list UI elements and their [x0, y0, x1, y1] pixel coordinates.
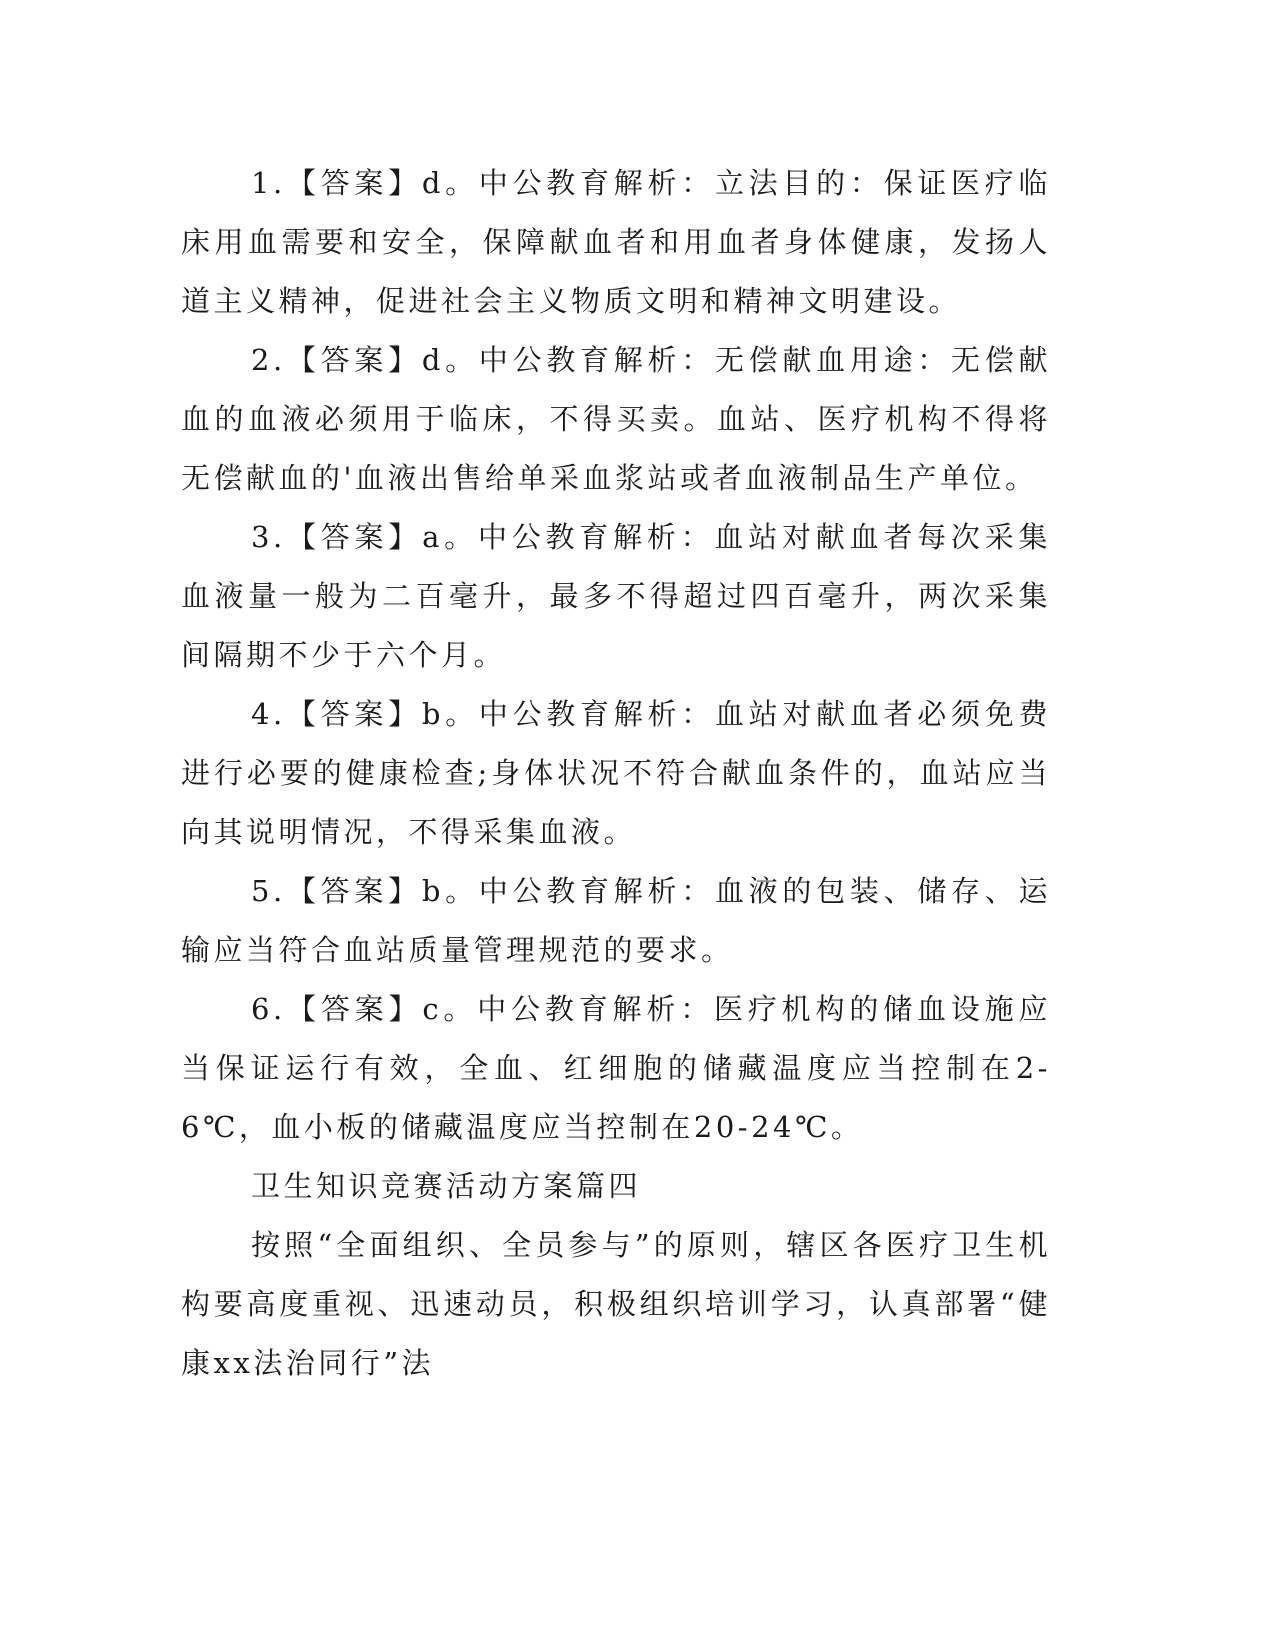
document-body — [181, 154, 1051, 1393]
answer-paragraph-5: 5.【答案】b。中公教育解析：血液的包装、储存、运输应当符合血站质量管理规范的要求。 — [181, 874, 1051, 967]
answer-paragraph-2: 2.【答案】d。中公教育解析：无偿献血用途：无偿献血的血液必须用于临床，不得买卖。血站、医疗机构不得将无偿献血的'血液出售给单采血浆站或者血液制品生产单位。 — [181, 343, 1051, 495]
answer-paragraph-3: 3.【答案】a。中公教育解析：血站对献血者每次采集血液量一般为二百毫升，最多不得超过四百毫升，两次采集间隔期不少于六个月。 — [181, 520, 1051, 672]
section-heading: 卫生知识竞赛活动方案篇四 — [251, 1169, 642, 1203]
answer-paragraph-4: 4.【答案】b。中公教育解析：血站对献血者必须免费进行必要的健康检查;身体状况不符合献血条件的，血站应当向其说明情况，不得采集血液。 — [181, 697, 1051, 849]
body-paragraph: 按照“全面组织、全员参与”的原则，辖区各医疗卫生机构要高度重视、迅速动员，积极组织培训学习，认真部署“健康xx法治同行”法 — [181, 1228, 1051, 1380]
answer-paragraph-1: 1.【答案】d。中公教育解析：立法目的：保证医疗临床用血需要和安全，保障献血者和用血者身体健康，发扬人道主义精神，促进社会主义物质文明和精神文明建设。 — [181, 166, 1051, 318]
answer-paragraph-6: 6.【答案】c。中公教育解析：医疗机构的储血设施应当保证运行有效，全血、红细胞的储藏温度应当控制在2-6℃，血小板的储藏温度应当控制在20-24℃。 — [181, 992, 1051, 1144]
